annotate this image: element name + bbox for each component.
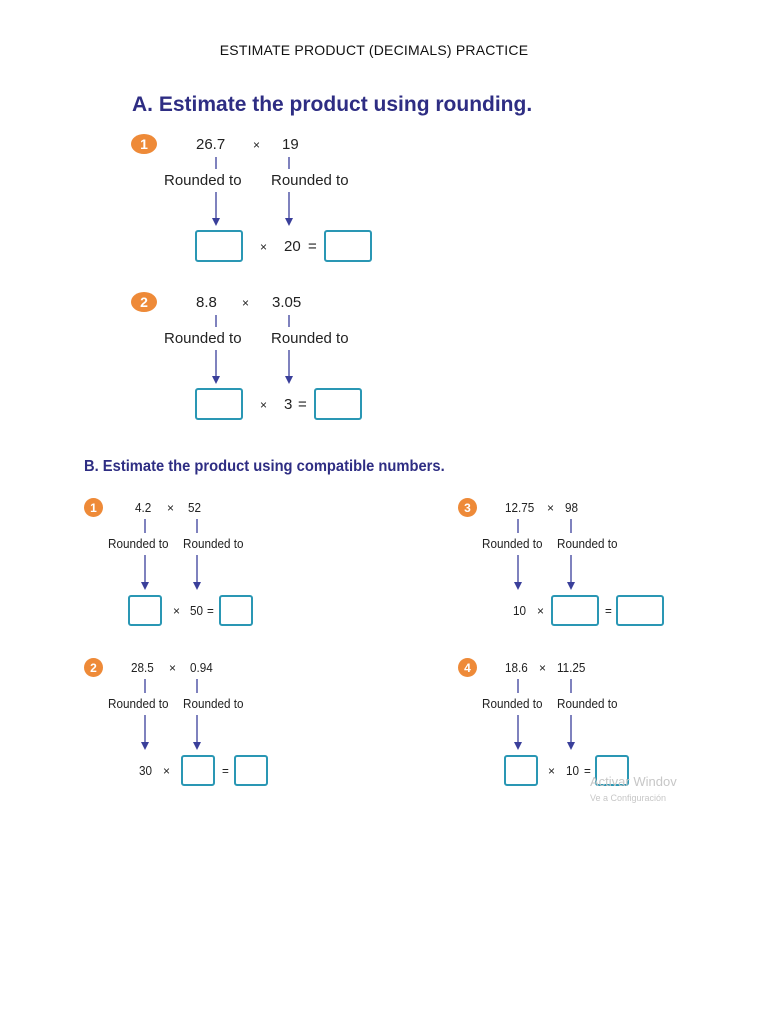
section-b-heading: B. Estimate the product using compatible numbers. bbox=[84, 458, 445, 475]
answer-box[interactable] bbox=[195, 388, 243, 420]
multiply-sign: × bbox=[163, 764, 171, 778]
equals-sign: = bbox=[222, 763, 229, 778]
multiply-sign: × bbox=[242, 296, 250, 310]
activation-watermark: Activar Windov bbox=[590, 774, 677, 789]
page-title: ESTIMATE PRODUCT (DECIMALS) PRACTICE bbox=[219, 42, 529, 58]
multiply-sign: × bbox=[260, 240, 268, 254]
problem-number-badge: 2 bbox=[131, 292, 157, 312]
factor-left: 4.2 bbox=[135, 500, 152, 515]
rounded-to-label: Rounded to bbox=[183, 696, 244, 711]
answer-box[interactable] bbox=[314, 388, 362, 420]
factor-right: 3.05 bbox=[272, 294, 302, 311]
equals-sign: = bbox=[308, 238, 317, 255]
given-number: 50 bbox=[190, 603, 204, 618]
factor-left: 28.5 bbox=[131, 660, 154, 675]
equals-sign: = bbox=[584, 763, 591, 778]
answer-box[interactable] bbox=[195, 230, 243, 262]
problem-number-badge: 2 bbox=[84, 658, 103, 677]
multiply-sign: × bbox=[537, 604, 545, 618]
multiply-sign: × bbox=[548, 764, 556, 778]
rounded-to-label: Rounded to bbox=[108, 536, 169, 551]
equals-sign: = bbox=[605, 603, 612, 618]
answer-box[interactable] bbox=[504, 755, 538, 786]
equals-sign: = bbox=[298, 396, 307, 413]
section-a-heading: A. Estimate the product using rounding. bbox=[132, 93, 533, 116]
answer-box[interactable] bbox=[324, 230, 372, 262]
problem-number-badge: 3 bbox=[458, 498, 477, 517]
multiply-sign: × bbox=[547, 501, 555, 515]
problem-number-badge: 1 bbox=[131, 134, 157, 154]
answer-box[interactable] bbox=[234, 755, 268, 786]
multiply-sign: × bbox=[260, 398, 268, 412]
factor-left: 8.8 bbox=[196, 294, 217, 311]
rounded-to-label: Rounded to bbox=[271, 330, 349, 347]
answer-box[interactable] bbox=[219, 595, 253, 626]
multiply-sign: × bbox=[539, 661, 547, 675]
rounded-to-label: Rounded to bbox=[183, 536, 244, 551]
rounded-to-label: Rounded to bbox=[108, 696, 169, 711]
problem-number-badge: 1 bbox=[84, 498, 103, 517]
problem-number-badge: 4 bbox=[458, 658, 477, 677]
answer-box[interactable] bbox=[551, 595, 599, 626]
rounded-to-label: Rounded to bbox=[482, 696, 543, 711]
rounded-to-label: Rounded to bbox=[164, 172, 242, 189]
answer-box[interactable] bbox=[181, 755, 215, 786]
rounded-to-label: Rounded to bbox=[482, 536, 543, 551]
factor-right: 0.94 bbox=[190, 660, 213, 675]
answer-box[interactable] bbox=[616, 595, 664, 626]
activation-watermark-subtext: Ve a Configuración bbox=[590, 793, 667, 803]
multiply-sign: × bbox=[169, 661, 177, 675]
multiply-sign: × bbox=[167, 501, 175, 515]
factor-left: 26.7 bbox=[196, 136, 226, 153]
factor-right: 98 bbox=[565, 500, 579, 515]
given-number: 20 bbox=[284, 238, 301, 255]
rounded-to-label: Rounded to bbox=[557, 696, 618, 711]
rounded-to-label: Rounded to bbox=[164, 330, 242, 347]
equals-sign: = bbox=[207, 603, 214, 618]
factor-right: 11.25 bbox=[557, 660, 586, 675]
multiply-sign: × bbox=[173, 604, 181, 618]
factor-right: 52 bbox=[188, 500, 202, 515]
factor-left: 18.6 bbox=[505, 660, 528, 675]
answer-box[interactable] bbox=[128, 595, 162, 626]
factor-right: 19 bbox=[282, 136, 299, 153]
multiply-sign: × bbox=[253, 138, 261, 152]
given-number: 3 bbox=[284, 396, 293, 413]
rounded-to-label: Rounded to bbox=[271, 172, 349, 189]
given-number: 30 bbox=[139, 763, 153, 778]
given-number: 10 bbox=[566, 763, 580, 778]
rounded-to-label: Rounded to bbox=[557, 536, 618, 551]
given-number: 10 bbox=[513, 603, 527, 618]
factor-left: 12.75 bbox=[505, 500, 535, 515]
